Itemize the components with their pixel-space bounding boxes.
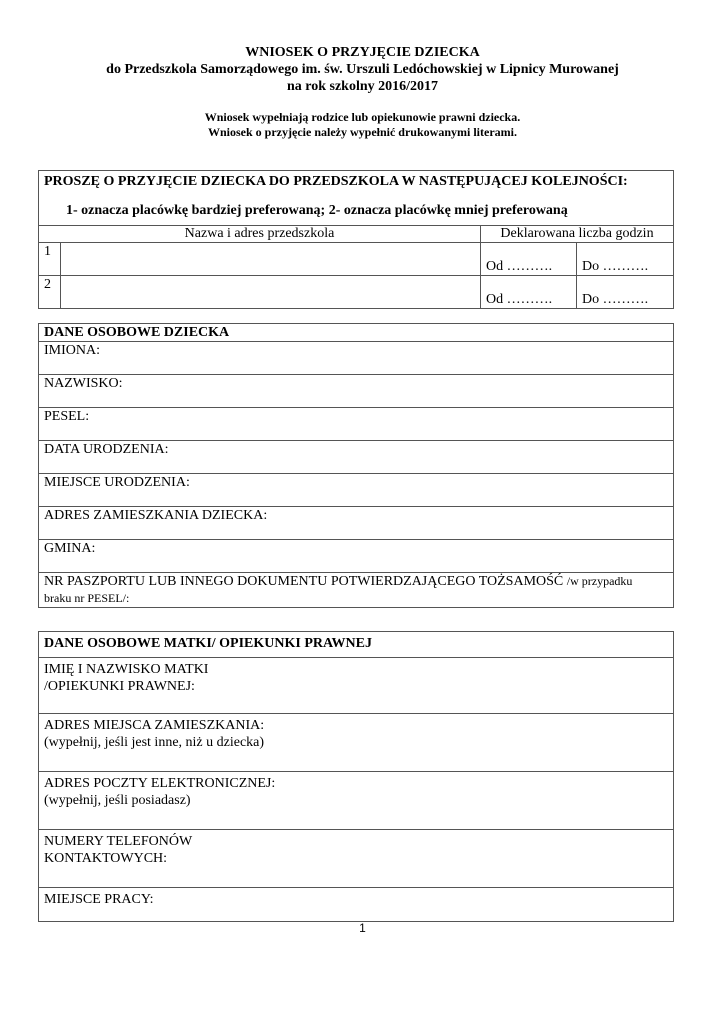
preference-name-field[interactable] [61, 276, 481, 309]
preference-row [39, 276, 674, 309]
mother-email-label: ADRES POCZTY ELEKTRONICZNEJ: [44, 776, 276, 791]
passport-label: NR PASZPORTU LUB INNEGO DOKUMENTU POTWIERDZAJĄCEGO TOŻSAMOŚĆ [44, 574, 567, 589]
mother-address-field[interactable] [39, 714, 674, 772]
instructions [0, 110, 725, 140]
hours-to-field[interactable]: Do ………. [577, 243, 674, 276]
mother-name-label: IMIĘ I NAZWISKO MATKI [44, 662, 209, 677]
preference-number: 2 [39, 276, 61, 309]
document-header [0, 44, 725, 95]
mother-section-title: DANE OSOBOWE MATKI/ OPIEKUNKI PRAWNEJ [39, 632, 674, 658]
mother-data-table [38, 631, 674, 922]
child-birth-place-field[interactable]: MIEJSCE URODZENIA: [39, 474, 674, 507]
mother-phone-label: NUMERY TELEFONÓW [44, 834, 193, 849]
preferences-title: PROSZĘ O PRZYJĘCIE DZIECKA DO PRZEDSZKOLA W NASTĘPUJĄCEJ KOLEJNOŚCI: [44, 174, 628, 189]
preferences-section-title [39, 171, 674, 226]
mother-email-field[interactable] [39, 772, 674, 830]
mother-address-label: ADRES MIEJSCA ZAMIESZKANIA: [44, 718, 265, 733]
mother-phone-field[interactable] [39, 830, 674, 888]
mother-email-note: (wypełnij, jeśli posiadasz) [44, 793, 191, 808]
mother-name-label-2: /OPIEKUNKI PRAWNEJ: [44, 679, 195, 694]
child-section-title: DANE OSOBOWE DZIECKA [39, 324, 674, 342]
mother-phone-label-2: KONTAKTOWYCH: [44, 851, 168, 866]
preference-row [39, 243, 674, 276]
preference-number: 1 [39, 243, 61, 276]
hours-from-field[interactable]: Od ………. [481, 243, 577, 276]
form-title: WNIOSEK O PRZYJĘCIE DZIECKA [245, 45, 480, 60]
hours-to-field[interactable]: Do ………. [577, 276, 674, 309]
child-passport-field[interactable] [39, 573, 674, 608]
column-header-hours: Deklarowana liczba godzin [481, 226, 674, 243]
child-municipality-field[interactable]: GMINA: [39, 540, 674, 573]
child-first-names-field[interactable]: IMIONA: [39, 342, 674, 375]
child-surname-field[interactable]: NAZWISKO: [39, 375, 674, 408]
child-address-field[interactable]: ADRES ZAMIESZKANIA DZIECKA: [39, 507, 674, 540]
preference-name-field[interactable] [61, 243, 481, 276]
preferences-table [38, 170, 674, 309]
mother-name-field[interactable] [39, 658, 674, 714]
mother-workplace-field[interactable]: MIEJSCE PRACY: [39, 888, 674, 922]
passport-note: /w przypadku [566, 574, 633, 588]
passport-note-2: braku nr PESEL/: [44, 591, 130, 605]
instruction-2: Wniosek o przyjęcie należy wypełnić drukowanymi literami. [208, 125, 517, 139]
child-pesel-field[interactable]: PESEL: [39, 408, 674, 441]
mother-address-note: (wypełnij, jeśli jest inne, niż u dziecka) [44, 735, 265, 750]
preferences-subtitle: 1- oznacza placówkę bardziej preferowaną; 2- oznacza placówkę mniej preferowaną [66, 203, 568, 218]
column-header-name: Nazwa i adres przedszkola [39, 226, 481, 243]
child-birth-date-field[interactable]: DATA URODZENIA: [39, 441, 674, 474]
child-data-table [38, 323, 674, 608]
school-year: na rok szkolny 2016/2017 [286, 79, 439, 94]
page-number: 1 [359, 921, 366, 935]
school-name: do Przedszkola Samorządowego im. św. Urszuli Ledóchowskiej w Lipnicy Murowanej [106, 62, 619, 77]
instruction-1: Wniosek wypełniają rodzice lub opiekunowie prawni dziecka. [204, 110, 521, 124]
hours-from-field[interactable]: Od ………. [481, 276, 577, 309]
